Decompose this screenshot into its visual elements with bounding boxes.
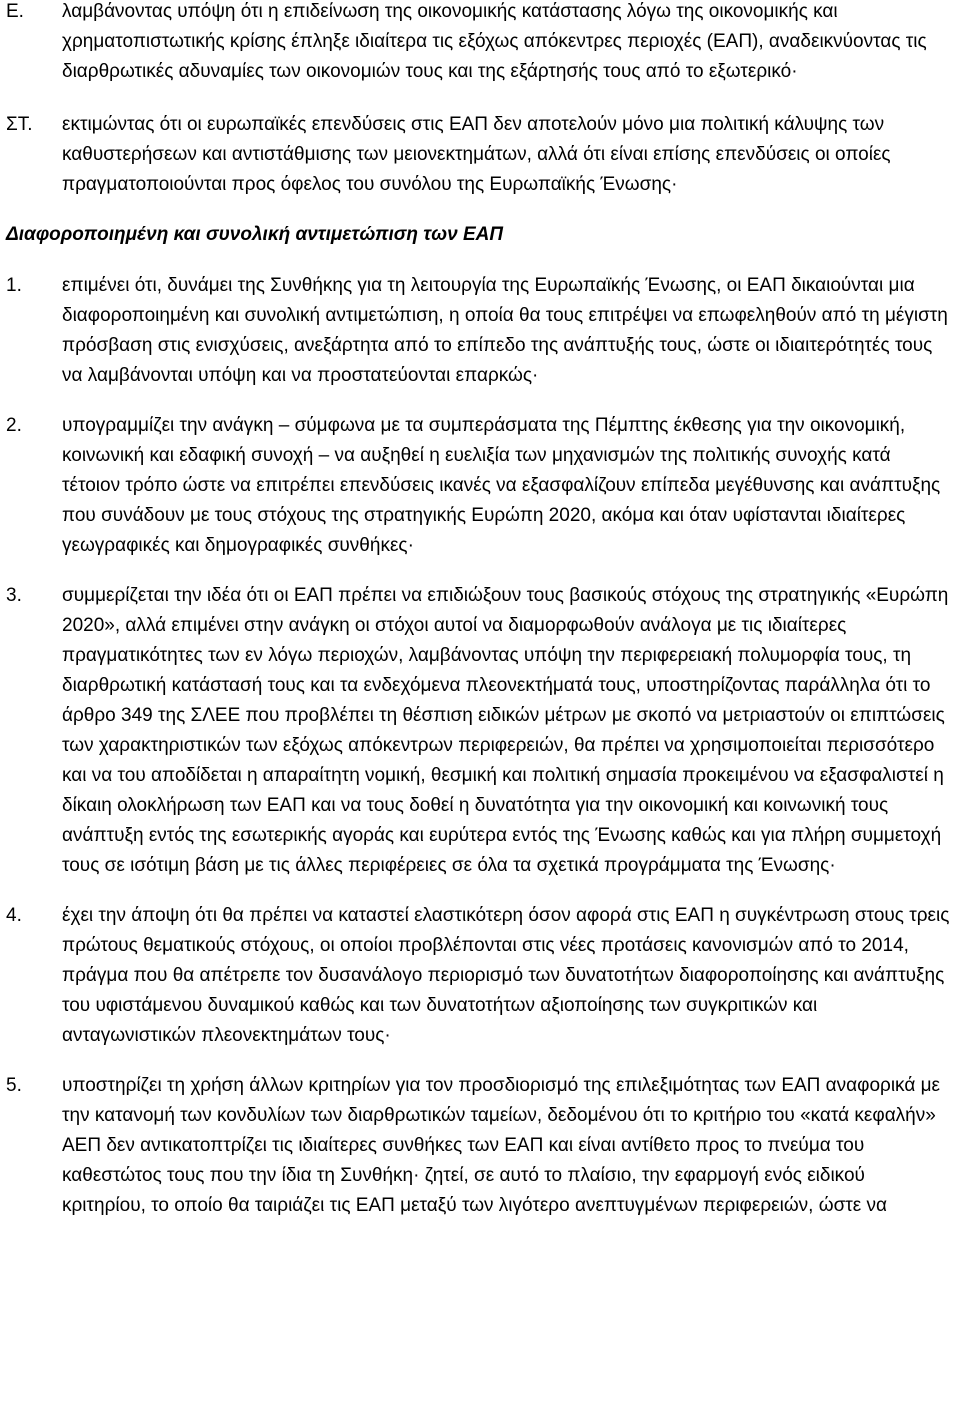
- point-marker: 4.: [6, 905, 22, 926]
- point-5: [6, 1071, 952, 1221]
- point-marker: 1.: [6, 275, 22, 296]
- point-marker: 5.: [6, 1075, 22, 1096]
- point-text: συμμερίζεται την ιδέα ότι οι ΕΑΠ πρέπει να επιδιώξουν τους βασικούς στόχους της στρατηγικής «Ευρώπη 2020», αλλά επιμένει στην ανάγκη οι στόχοι αυτοί να διαμορφωθούν ανάλογα με τις ιδιαίτερες πραγματικότητες των εν λόγω περιοχών, λαμβάνοντας υπόψη την περιφερειακή πολυμορφία τους, τη διαρθρωτική κατάστασή τους και τα ενδεχόμενα πλεονεκτήματά τους, υποστηρίζοντας παράλληλα ότι το άρθρο 349 της ΣΛΕΕ που προβλέπει τη θέσπιση ειδικών μέτρων με σκοπό να μετριαστούν οι επιπτώσεις των χαρακτηριστικών των εξόχως απόκεντρων περιφερειών, θα πρέπει να χρησιμοποιείται περισσότερο και να του αποδίδεται η απαραίτητη νομική, θεσμική και πολιτική σημασία προκειμένου να εξασφαλιστεί η δίκαιη ολοκλήρωση των ΕΑΠ και να τους δοθεί η δυνατότητα για την οικονομική και κοινωνική τους ανάπτυξη εντός της εσωτερικής αγοράς και ευρύτερα εντός της Ένωσης καθώς και για πλήρη συμμετοχή τους σε ισότιμη βάση με τις άλλες περιφέρειες σε όλα τα σχετικά προγράμματα της Ένωσης·: [62, 585, 949, 876]
- point-1: [6, 271, 952, 391]
- section-heading: Διαφοροποιημένη και συνολική αντιμετώπιση των ΕΑΠ: [6, 224, 504, 245]
- point-text: έχει την άποψη ότι θα πρέπει να καταστεί ελαστικότερη όσον αφορά στις ΕΑΠ η συγκέντρωση στους τρεις πρώτους θεματικούς στόχους, οι οποίοι προβλέπονται στις νέες προτάσεις κανονισμών από το 2014, πράγμα που θα απέτρεπε τον δυσανάλογο περιορισμό των δυνατοτήτων διαφοροποίησης και ανάπτυξης του υφιστάμενου δυναμικού καθώς και των δυνατοτήτων αξιοποίησης των συγκριτικών και ανταγωνιστικών πλεονεκτημάτων τους·: [62, 905, 950, 1046]
- point-4: [6, 901, 952, 1051]
- recital-text: λαμβάνοντας υπόψη ότι η επιδείνωση της οικονομικής κατάστασης λόγω της οικονομικής και χρηματοπιστωτικής κρίσης έπληξε ιδιαίτερα τις εξόχως απόκεντρες περιοχές (ΕΑΠ), αναδεικνύοντας τις διαρθρωτικές αδυναμίες των οικονομιών τους και της εξάρτησής τους από το εξωτερικό·: [62, 1, 927, 82]
- point-text: επιμένει ότι, δυνάμει της Συνθήκης για τη λειτουργία της Ευρωπαϊκής Ένωσης, οι ΕΑΠ δικαιούνται μια διαφοροποιημένη και συνολική αντιμετώπιση, η οποία θα τους επιτρέψει να επωφεληθούν από τη μέγιστη πρόσβαση στις ενισχύσεις, ανεξάρτητα από το επίπεδο της ανάπτυξής τους, ώστε οι ιδιαιτερότητές τους να λαμβάνονται υπόψη και να προστατεύονται επαρκώς·: [62, 275, 948, 386]
- recital-marker: ΣΤ.: [6, 114, 33, 135]
- point-2: [6, 411, 952, 561]
- recital-e: [6, 0, 952, 87]
- point-3: [6, 581, 952, 881]
- point-marker: 2.: [6, 415, 22, 436]
- point-marker: 3.: [6, 585, 22, 606]
- recital-text: εκτιμώντας ότι οι ευρωπαϊκές επενδύσεις στις ΕΑΠ δεν αποτελούν μόνο μια πολιτική κάλυψης των καθυστερήσεων και αντιστάθμισης των μειονεκτημάτων, αλλά ότι είναι επίσης επενδύσεις οι οποίες πραγματοποιούνται προς όφελος του συνόλου της Ευρωπαϊκής Ένωσης·: [62, 114, 891, 195]
- point-text: υπογραμμίζει την ανάγκη – σύμφωνα με τα συμπεράσματα της Πέμπτης έκθεσης για την οικονομική, κοινωνική και εδαφική συνοχή – να αυξηθεί η ευελιξία των μηχανισμών της πολιτικής συνοχής κατά τέτοιον τρόπο ώστε να επιτρέπει επενδύσεις ικανές να εξασφαλίζουν επίπεδα μεγέθυνσης και ανάπτυξης που συνάδουν με τους στόχους της στρατηγικής Ευρώπη 2020, ακόμα και όταν υφίστανται ιδιαίτερες γεωγραφικές και δημογραφικές συνθήκες·: [62, 415, 941, 556]
- point-text: υποστηρίζει τη χρήση άλλων κριτηρίων για τον προσδιορισμό της επιλεξιμότητας των ΕΑΠ αναφορικά με την κατανομή των κονδυλίων των διαρθρωτικών ταμείων, δεδομένου ότι το κριτήριο του «κατά κεφαλήν» ΑΕΠ δεν αντικατοπτρίζει τις ιδιαίτερες συνθήκες των ΕΑΠ και είναι αντίθετο προς το πνεύμα του καθεστώτος τους που την ίδια τη Συνθήκη· ζητεί, σε αυτό το πλαίσιο, την εφαρμογή ενός ειδικού κριτηρίου, το οποίο θα ταιριάζει τις ΕΑΠ μεταξύ των λιγότερο ανεπτυγμένων περιφερειών, ώστε να: [62, 1075, 940, 1216]
- recital-st: [6, 110, 952, 200]
- recital-marker: Ε.: [6, 1, 24, 22]
